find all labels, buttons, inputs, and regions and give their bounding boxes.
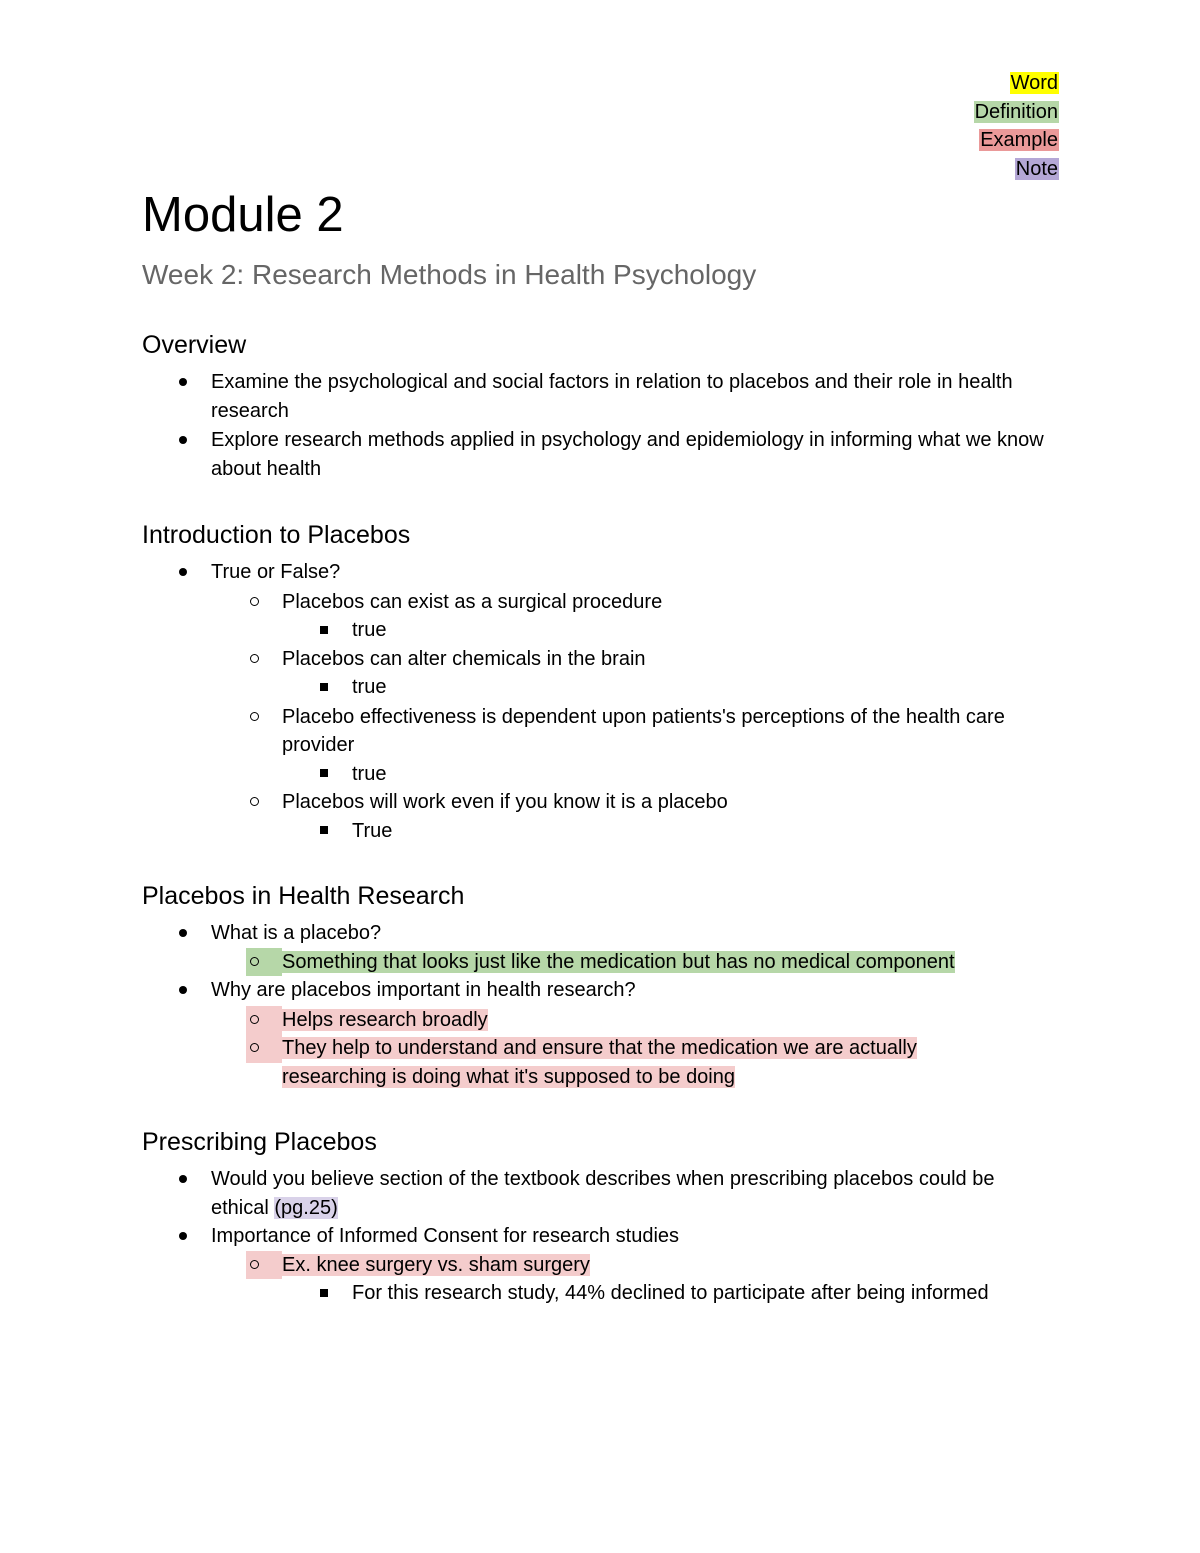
- research-section: [142, 880, 1062, 1091]
- bullet-circle-icon: [244, 788, 264, 817]
- list-item: Placebo effectiveness is dependent upon patients's perceptions of the health care provider: [142, 703, 1062, 760]
- overview-section: [142, 329, 1062, 483]
- section-heading: Placebos in Health Research: [142, 882, 465, 910]
- bullet-circle-icon: [244, 1006, 264, 1035]
- list-item: true: [142, 616, 1062, 645]
- legend-word: Word: [1010, 72, 1058, 94]
- list-item: Examine the psychological and social factors in relation to placebos and their role in health research: [142, 368, 1062, 425]
- bullet-square-icon: [314, 817, 334, 846]
- list-item: Why are placebos important in health research?: [142, 976, 1062, 1005]
- bullet-dot-icon: [173, 368, 193, 397]
- bullet-circle-icon: [244, 588, 264, 617]
- example-highlight: researching is doing what it's supposed to be doing: [282, 1065, 735, 1088]
- intro-section: [142, 519, 1062, 845]
- section-heading: Introduction to Placebos: [142, 521, 411, 549]
- page-subtitle: Week 2: Research Methods in Health Psychology: [142, 259, 757, 290]
- list-item: Explore research methods applied in psychology and epidemiology in informing what we know about health: [142, 426, 1062, 483]
- bullet-square-icon: [314, 1279, 334, 1308]
- bullet-circle-icon: [244, 948, 264, 977]
- list-item: [142, 1251, 1062, 1280]
- legend-example: Example: [980, 129, 1058, 152]
- prescribing-section: [142, 1126, 1062, 1308]
- example-highlight: Helps research broadly: [282, 1008, 488, 1031]
- list-item: What is a placebo?: [142, 919, 1062, 948]
- section-heading: Overview: [142, 331, 247, 359]
- list-item: [142, 1006, 1062, 1035]
- bullet-square-icon: [314, 673, 334, 702]
- list-item: True: [142, 817, 1062, 846]
- bullet-circle-icon: [244, 1034, 264, 1063]
- list-item: true: [142, 673, 1062, 702]
- bullet-dot-icon: [173, 1222, 193, 1251]
- bullet-circle-icon: [244, 1251, 264, 1280]
- bullet-dot-icon: [173, 919, 193, 948]
- list-item: Importance of Informed Consent for research studies: [142, 1222, 1062, 1251]
- definition-highlight: Something that looks just like the medication but has no medical component: [282, 950, 955, 973]
- list-item: Placebos can alter chemicals in the brain: [142, 645, 1062, 674]
- example-highlight: Ex. knee surgery vs. sham surgery: [282, 1253, 590, 1276]
- list-item: Would you believe section of the textbook describes when prescribing placebos could be ethical (pg.25): [142, 1165, 1062, 1222]
- bullet-square-icon: [314, 616, 334, 645]
- prescribing-list: [142, 1165, 1062, 1308]
- note-highlight: (pg.25): [274, 1196, 338, 1219]
- list-item: [142, 1034, 1062, 1091]
- page-title: Module 2: [142, 188, 344, 242]
- bullet-dot-icon: [173, 426, 193, 455]
- color-legend: [974, 69, 1059, 184]
- list-item: Placebos can exist as a surgical procedure: [142, 588, 1062, 617]
- bullet-circle-icon: [244, 645, 264, 674]
- example-highlight: They help to understand and ensure that the medication we are actually: [282, 1037, 917, 1059]
- intro-list: [142, 558, 1062, 845]
- section-heading: Prescribing Placebos: [142, 1128, 377, 1156]
- research-list: [142, 919, 1062, 1091]
- bullet-dot-icon: [173, 976, 193, 1005]
- list-item: Placebos will work even if you know it is a placebo: [142, 788, 1062, 817]
- list-item: [142, 948, 1062, 977]
- legend-definition: Definition: [974, 100, 1058, 123]
- list-item: For this research study, 44% declined to participate after being informed: [142, 1279, 1062, 1308]
- legend-note: Note: [1015, 158, 1058, 181]
- bullet-square-icon: [314, 760, 334, 789]
- bullet-dot-icon: [173, 558, 193, 587]
- bullet-dot-icon: [173, 1165, 193, 1194]
- list-item: True or False?: [142, 558, 1062, 587]
- bullet-circle-icon: [244, 703, 264, 732]
- overview-list: [142, 368, 1062, 483]
- list-item: true: [142, 760, 1062, 789]
